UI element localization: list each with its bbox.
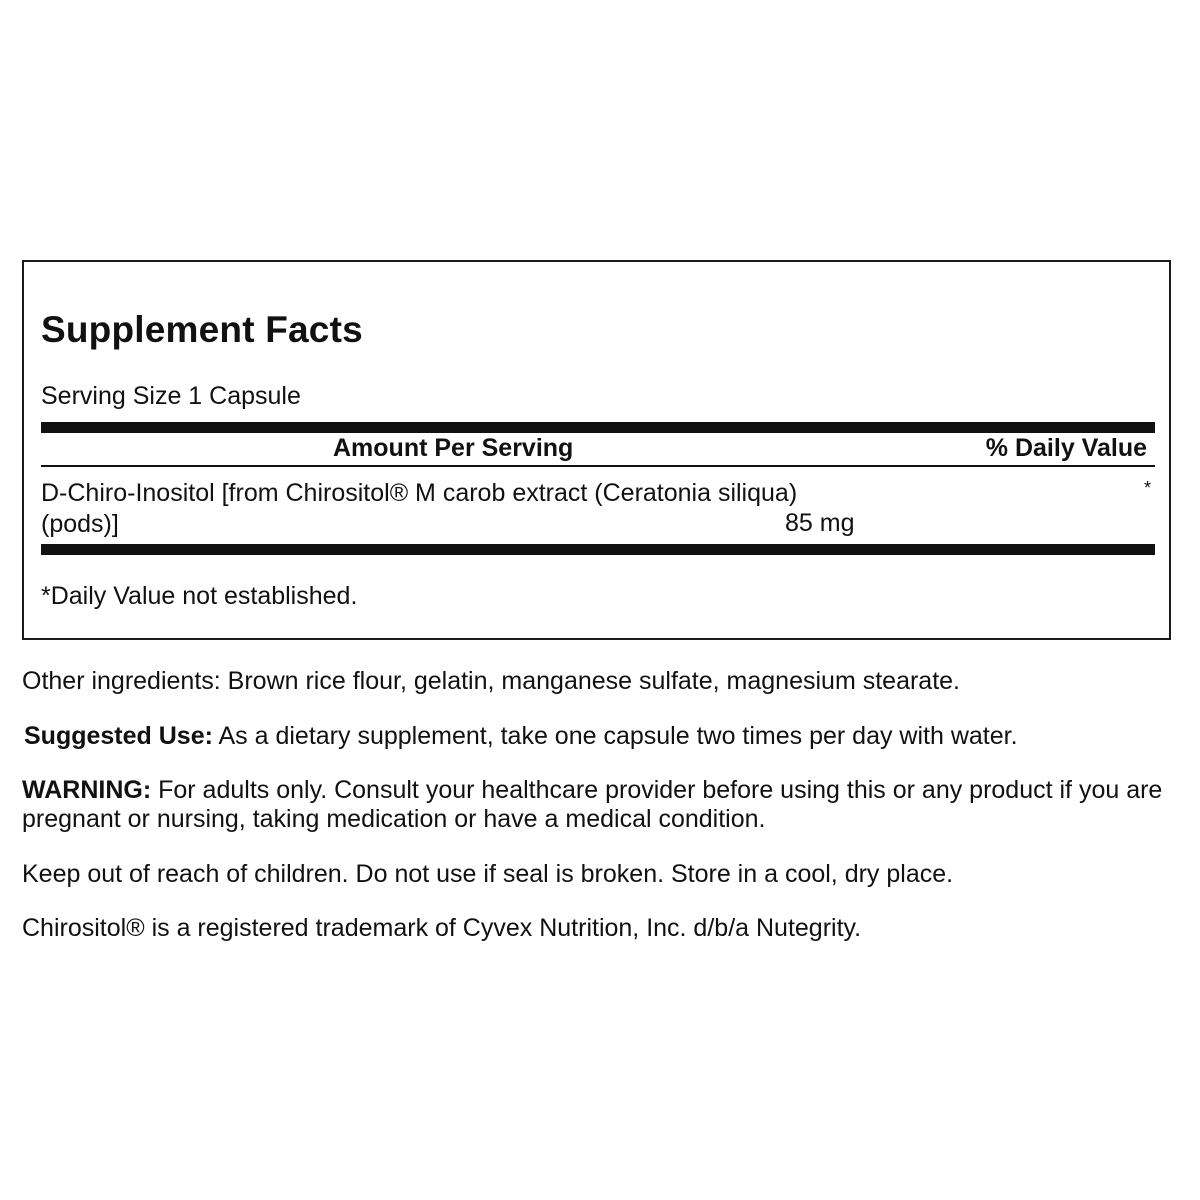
thick-divider-bottom xyxy=(41,544,1155,555)
warning-label: WARNING: xyxy=(22,776,152,804)
trademark-notice: Chirositol® is a registered trademark of Cyvex Nutrition, Inc. d/b/a Nutegrity. xyxy=(22,914,862,942)
ingredient-name: D-Chiro-Inositol [from Chirositol® M carob extract (Ceratonia siliqua) (pods)] xyxy=(41,479,798,538)
thick-divider-top xyxy=(41,422,1155,433)
ingredient-amount: 85 mg xyxy=(785,509,855,537)
suggested-use xyxy=(24,722,1174,751)
suggested-use-text: As a dietary supplement, take one capsule two times per day with water. xyxy=(212,722,1018,750)
serving-size: Serving Size 1 Capsule xyxy=(41,382,301,410)
amount-per-serving-header: Amount Per Serving xyxy=(333,434,574,462)
warning xyxy=(22,776,1172,834)
supplement-facts-panel xyxy=(22,260,1171,640)
facts-title: Supplement Facts xyxy=(41,309,363,350)
other-ingredients: Other ingredients: Brown rice flour, gelatin, manganese sulfate, magnesium stearate. xyxy=(22,667,961,695)
warning-text: For adults only. Consult your healthcare provider before using this or any product if you are pregnant or nursing, taking medication or have a medical condition. xyxy=(22,776,1163,833)
daily-value-footnote: *Daily Value not established. xyxy=(41,582,358,610)
suggested-use-label: Suggested Use: xyxy=(24,722,213,750)
thin-divider xyxy=(41,465,1155,467)
keep-out-notice: Keep out of reach of children. Do not use if seal is broken. Store in a cool, dry place. xyxy=(22,860,954,888)
ingredient-daily-value: * xyxy=(1143,478,1151,498)
daily-value-header: % Daily Value xyxy=(985,434,1147,462)
